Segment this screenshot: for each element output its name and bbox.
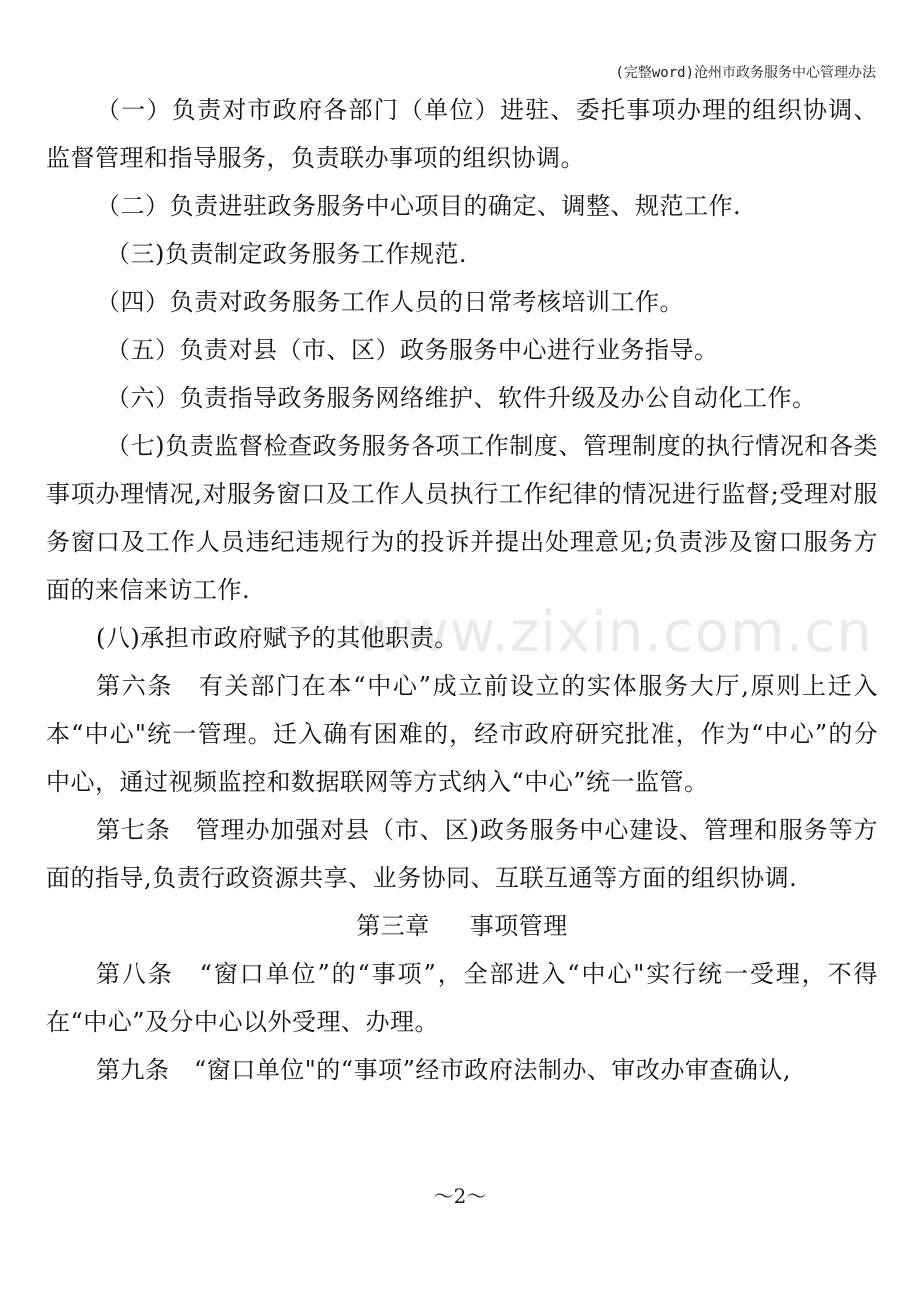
paragraph: （四）负责对政务服务工作人员的日常考核培训工作。 bbox=[96, 288, 684, 316]
paragraph: （五）负责对县（市、区）政务服务中心进行业务指导。 bbox=[106, 336, 719, 364]
paragraph: （一）负责对市政府各部门（单位）进驻、委托事项办理的组织协调、监督管理和指导服务，负责联办事项的组织协调。 bbox=[46, 96, 878, 172]
article-paragraph: 第八条 “窗口单位”的“事项”，全部进入“中心"实行统一受理，不得在“中心”及分中心以外受理、办理。 bbox=[46, 960, 878, 1036]
paragraph: （三)负责制定政务服务工作规范. bbox=[106, 240, 467, 268]
paragraph: （二）负责进驻政务服务中心项目的确定、调整、规范工作. bbox=[96, 192, 742, 220]
paragraph: （六）负责指导政务服务网络维护、软件升级及办公自动化工作。 bbox=[106, 384, 817, 412]
paragraph: (八)承担市政府赋予的其他职责。 bbox=[96, 624, 459, 652]
chapter-title: 事项管理 bbox=[469, 912, 568, 940]
article-paragraph: 第九条 “窗口单位"的“事项”经市政府法制办、审改办审查确认, bbox=[96, 1056, 791, 1084]
watermark: www.zixin.com.cn bbox=[356, 600, 873, 665]
paragraph: （七)负责监督检查政务服务各项工作制度、管理制度的执行情况和各类事项办理情况,对服务窗口及工作人员执行工作纪律的情况进行监督;受理对服务窗口及工作人员违纪违规行为的投诉并提出处理意见;负责涉及窗口服务方面的来信来访工作. bbox=[46, 432, 878, 604]
chapter-heading bbox=[46, 902, 878, 950]
article-paragraph: 第七条 管理办加强对县（市、区)政务服务中心建设、管理和服务等方面的指导,负责行政资源共享、业务协同、互联互通等方面的组织协调. bbox=[46, 816, 878, 892]
chapter-number: 第三章 bbox=[356, 912, 430, 940]
document-body bbox=[46, 86, 878, 1094]
page-number: ～2～ bbox=[433, 1184, 487, 1208]
article-paragraph: 第六条 有关部门在本“中心”成立前设立的实体服务大厅,原则上迁入本“中心"统一管理。迁入确有困难的，经市政府研究批准，作为“中心”的分中心，通过视频监控和数据联网等方式纳入“中心”统一监管。 bbox=[46, 672, 878, 796]
document-header: (完整word)沧州市政务服务中心管理办法 bbox=[615, 65, 876, 81]
